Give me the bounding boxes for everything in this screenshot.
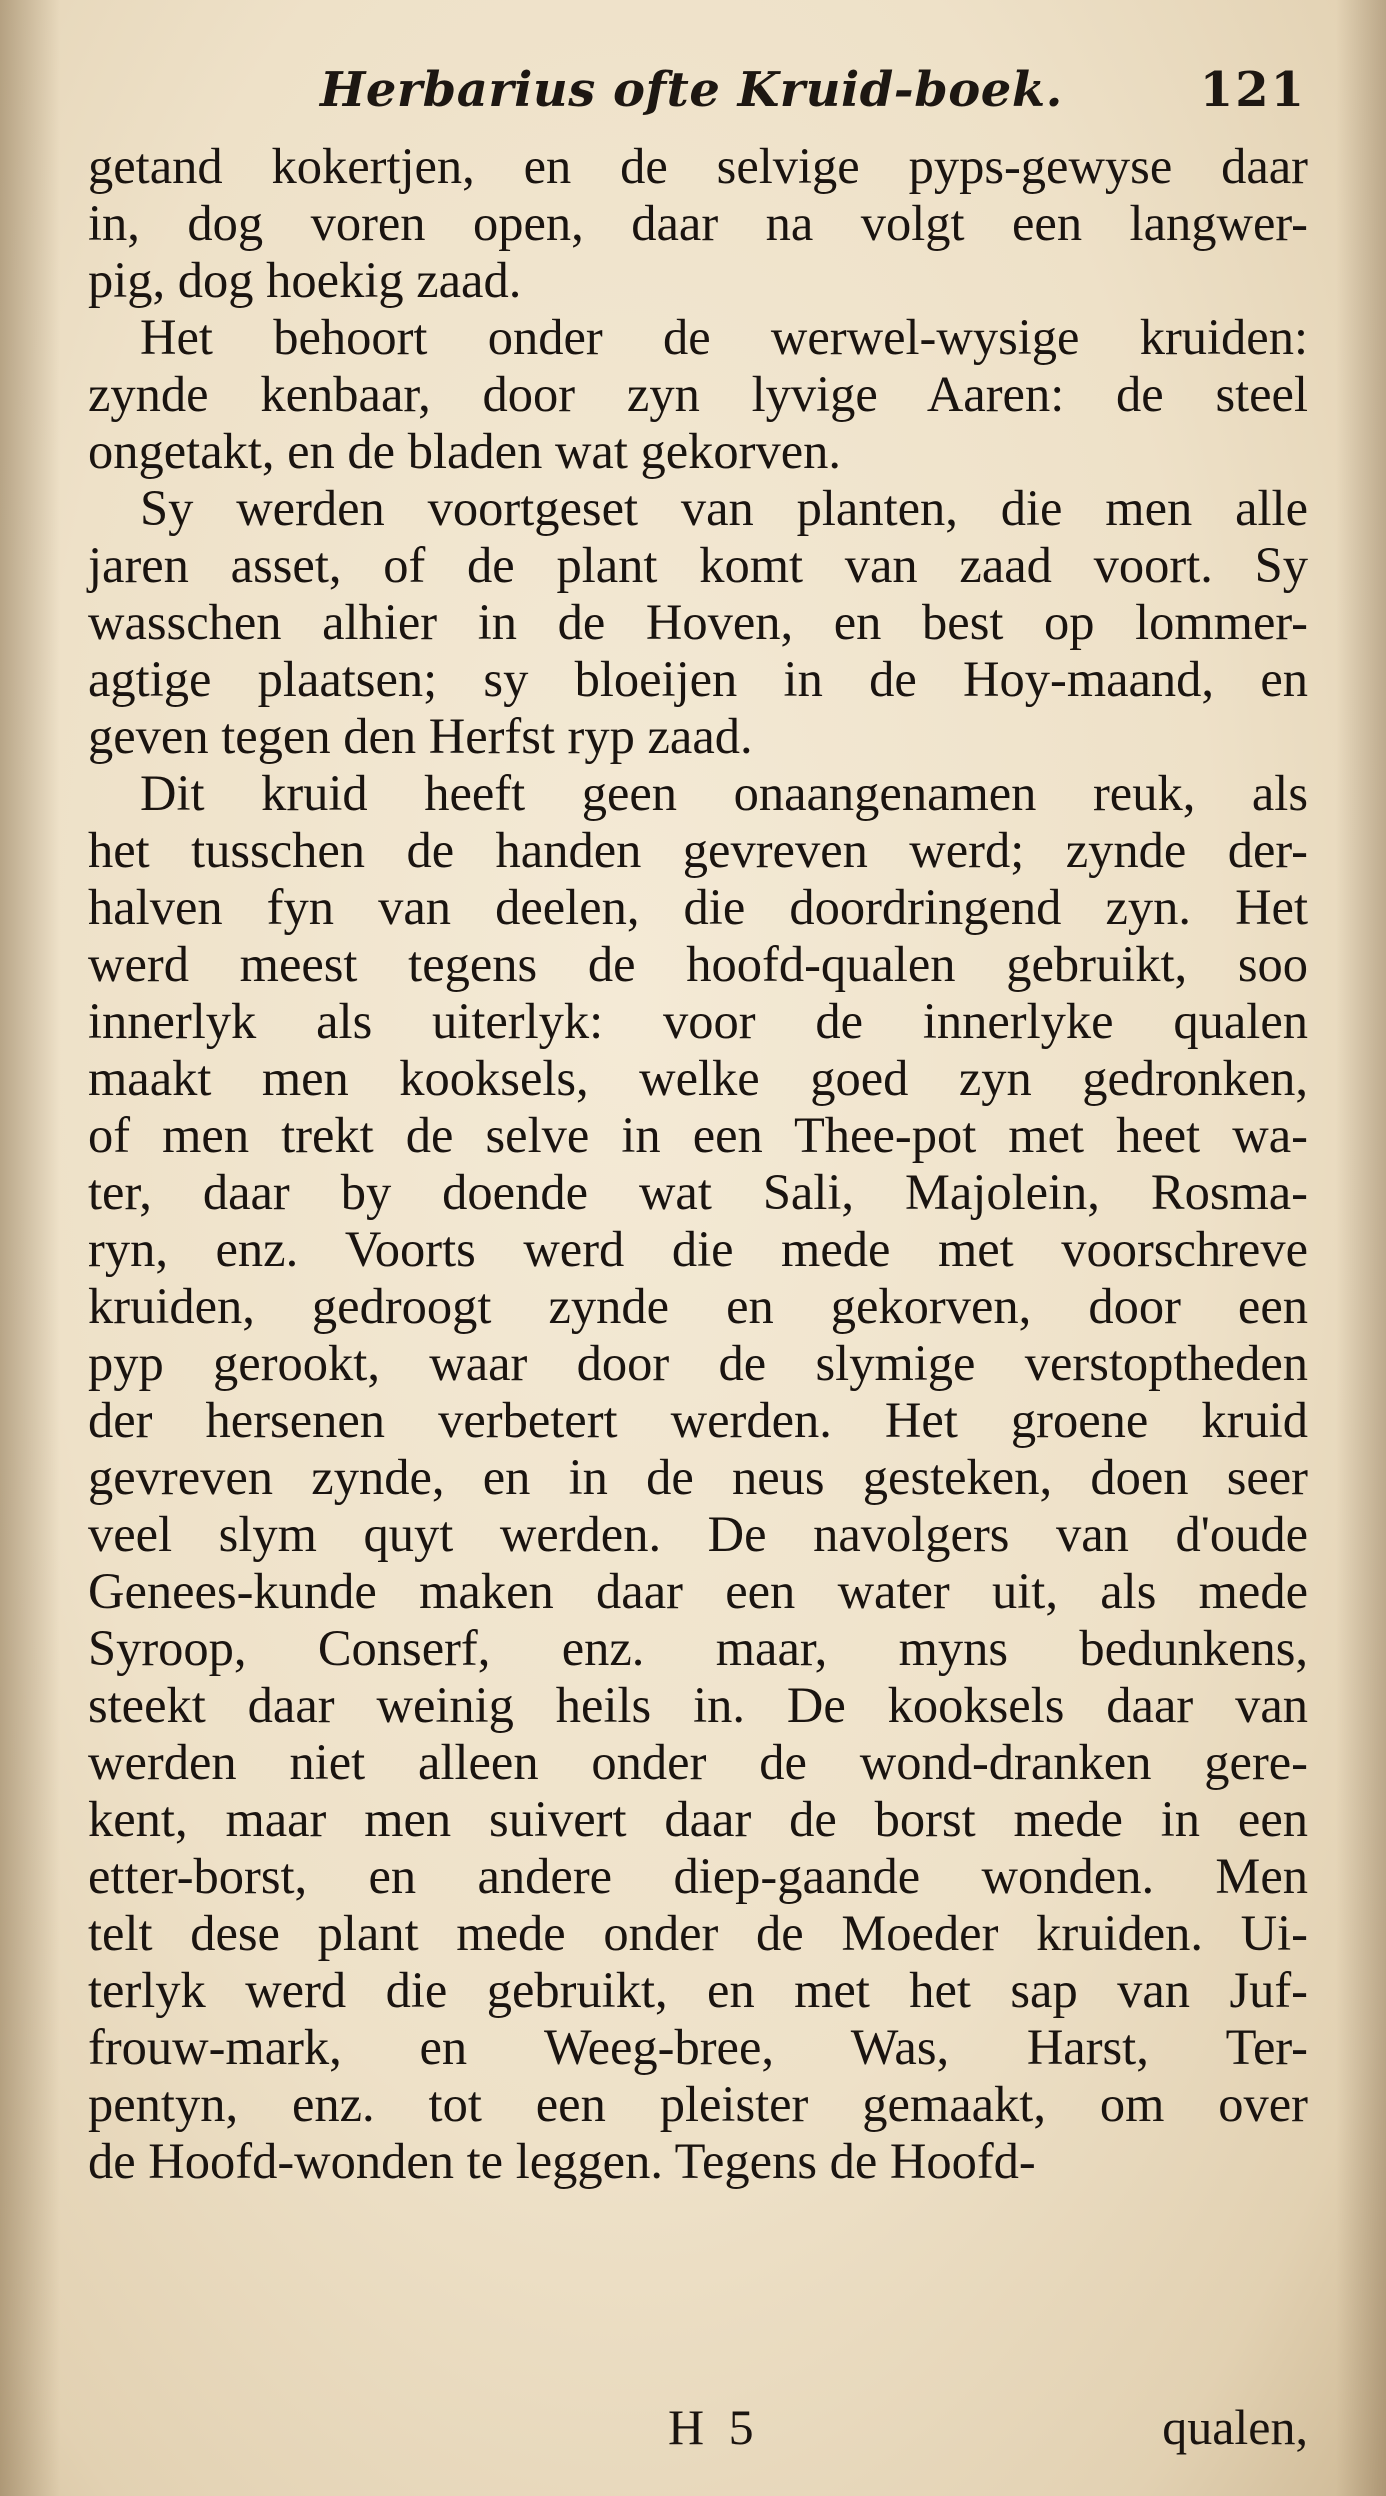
paragraph [88, 480, 1308, 765]
text-line: werden niet alleen onder de wond-dranken gere- [88, 1734, 1308, 1790]
text-line: het tusschen de handen gevreven werd; zynde der- [88, 822, 1308, 878]
text-line: getand kokertjen, en de selvige pyps-gewyse daar [88, 138, 1308, 194]
text-line: maakt men kooksels, welke goed zyn gedronken, [88, 1050, 1308, 1106]
text-line: geven tegen den Herfst ryp zaad. [88, 708, 753, 764]
text-line: halven fyn van deelen, die doordringend zyn. Het [88, 879, 1308, 935]
text-line: ryn, enz. Voorts werd die mede met voorschreve [88, 1221, 1308, 1277]
text-line: der hersenen verbetert werden. Het groene kruid [88, 1392, 1308, 1448]
text-line: Dit kruid heeft geen onaangenamen reuk, als [140, 765, 1308, 821]
text-line: etter-borst, en andere diep-gaande wonden. Men [88, 1848, 1308, 1904]
text-line: kent, maar men suivert daar de borst mede in een [88, 1791, 1308, 1847]
text-line: ter, daar by doende wat Sali, Majolein, Rosma- [88, 1164, 1308, 1220]
paragraph [88, 138, 1308, 309]
text-line: de Hoofd-wonden te leggen. Tegens de Hoofd- [88, 2133, 1036, 2189]
text-line: agtige plaatsen; sy bloeijen in de Hoy-maand, en [88, 651, 1308, 707]
page-number: 121 [1199, 62, 1306, 118]
page-header [320, 62, 1306, 122]
page-footer [88, 2398, 1308, 2458]
text-line: innerlyk als uiterlyk: voor de innerlyke qualen [88, 993, 1308, 1049]
text-line: Sy werden voortgeset van planten, die men alle [140, 480, 1308, 536]
text-line: Genees-kunde maken daar een water uit, als mede [88, 1563, 1308, 1619]
text-line: in, dog voren open, daar na volgt een langwer- [88, 195, 1308, 251]
text-line: wasschen alhier in de Hoven, en best op lommer- [88, 594, 1308, 650]
body-text [88, 138, 1308, 2190]
text-line: Het behoort onder de werwel-wysige kruiden: [140, 309, 1308, 365]
text-line: zynde kenbaar, door zyn lyvige Aaren: de steel [88, 366, 1308, 422]
catchword: qualen, [1162, 2399, 1308, 2455]
text-line: ongetakt, en de bladen wat gekorven. [88, 423, 842, 479]
text-line: steekt daar weinig heils in. De kooksels daar van [88, 1677, 1308, 1733]
text-line: terlyk werd die gebruikt, en met het sap van Juf- [88, 1962, 1308, 2018]
text-line: telt dese plant mede onder de Moeder kruiden. Ui- [88, 1905, 1308, 1961]
text-line: frouw-mark, en Weeg-bree, Was, Harst, Ter- [88, 2019, 1308, 2075]
text-line: pig, dog hoekig zaad. [88, 252, 522, 308]
running-title: Herbarius ofte Kruid-boek. [320, 62, 1063, 118]
paragraph [88, 309, 1308, 480]
text-line: pyp gerookt, waar door de slymige verstoptheden [88, 1335, 1308, 1391]
text-line: kruiden, gedroogt zynde en gekorven, door een [88, 1278, 1308, 1334]
text-line: veel slym quyt werden. De navolgers van d'oude [88, 1506, 1308, 1562]
text-line: Syroop, Conserf, enz. maar, myns bedunkens, [88, 1620, 1308, 1676]
text-line: of men trekt de selve in een Thee-pot met heet wa- [88, 1107, 1308, 1163]
signature-mark: H 5 [668, 2399, 760, 2455]
text-line: pentyn, enz. tot een pleister gemaakt, om over [88, 2076, 1308, 2132]
paragraph [88, 765, 1308, 2190]
text-line: jaren asset, of de plant komt van zaad voort. Sy [88, 537, 1308, 593]
text-line: werd meest tegens de hoofd-qualen gebruikt, soo [88, 936, 1308, 992]
text-line: gevreven zynde, en in de neus gesteken, doen seer [88, 1449, 1308, 1505]
